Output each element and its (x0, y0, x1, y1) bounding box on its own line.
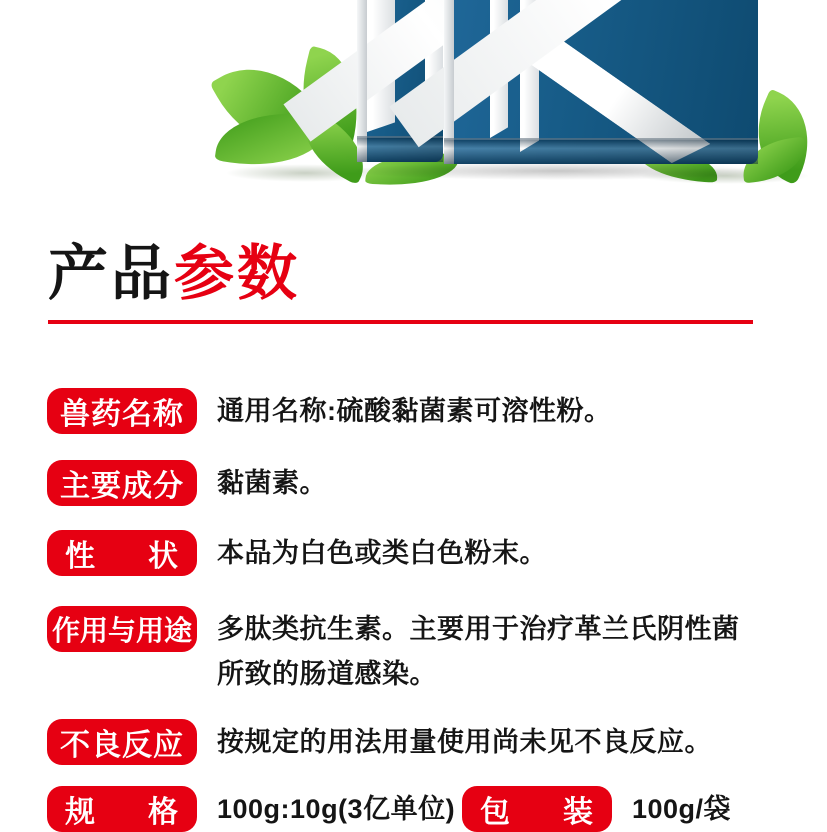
param-value-package: 100g/袋 (632, 794, 732, 824)
param-label: 规格 (65, 796, 179, 829)
param-label-badge (47, 530, 197, 576)
param-label: 兽药名称 (60, 398, 184, 431)
param-row-main-ingredient (47, 460, 767, 506)
param-value: 本品为白色或类白色粉末。 (217, 538, 547, 568)
param-label-badge (47, 460, 197, 506)
bag-shadow (352, 162, 764, 180)
title-divider (48, 320, 753, 324)
param-value: 黏菌素。 (217, 468, 327, 498)
param-value-spec: 100g:10g(3亿单位) (217, 794, 456, 824)
param-label: 作用与用途 (51, 615, 192, 646)
param-label-badge (47, 719, 197, 765)
page-title-red: 参数 (174, 240, 300, 307)
param-value: 按规定的用法用量使用尚未见不良反应。 (217, 727, 712, 757)
param-value: 多肽类抗生素。主要用于治疗革兰氏阴性菌所致的肠道感染。 (217, 614, 740, 689)
param-label-badge (47, 606, 197, 652)
param-label-badge (47, 388, 197, 434)
param-row-adverse-reactions (47, 719, 767, 765)
product-bag-right (444, 0, 758, 164)
bag-bottom-seal (357, 136, 443, 162)
page-title (48, 242, 300, 305)
param-label-badge-spec (47, 786, 197, 832)
param-row-drug-name (47, 388, 767, 434)
param-value: 通用名称:硫酸黏菌素可溶性粉。 (217, 396, 612, 426)
param-label: 不良反应 (60, 729, 184, 762)
param-row-properties (47, 530, 767, 576)
param-row-spec-and-package (47, 786, 767, 832)
param-label: 性状 (65, 540, 179, 573)
page-title-black: 产品 (48, 240, 174, 307)
product-photo (0, 0, 800, 200)
param-label: 主要成分 (60, 470, 184, 503)
param-row-usage (47, 606, 767, 689)
param-label: 包装 (480, 796, 594, 829)
bag-bottom-seal (444, 138, 758, 164)
param-label-badge-package (462, 786, 612, 832)
